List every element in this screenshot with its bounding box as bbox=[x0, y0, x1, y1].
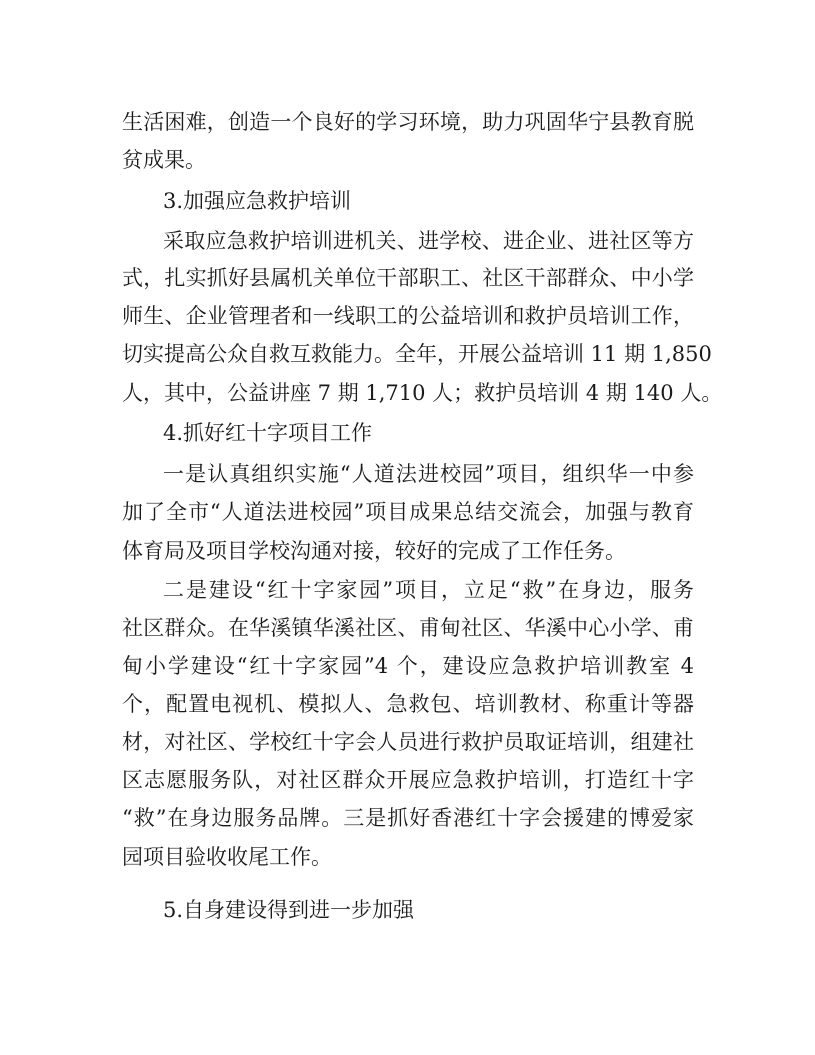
paragraph-line: 切实提高公众自救互救能力。全年，开展公益培训 11 期 1,850 bbox=[122, 342, 712, 366]
section-heading: 3.加强应急救护培训 bbox=[163, 189, 352, 213]
paragraph-line: 人，其中，公益讲座 7 期 1,710 人；救护员培训 4 期 140 人。 bbox=[122, 381, 723, 405]
paragraph-line: 二是建设“红十字家园”项目，立足“救”在身边，服务 bbox=[163, 578, 694, 602]
paragraph-line: 园项目验收收尾工作。 bbox=[122, 845, 332, 869]
section-heading: 5.自身建设得到进一步加强 bbox=[163, 898, 415, 922]
paragraph-line: 材，对社区、学校红十字会人员进行救护员取证培训，组建社 bbox=[122, 730, 694, 754]
paragraph-line: 一是认真组织实施“人道法进校园”项目，组织华一中参 bbox=[163, 462, 694, 486]
paragraph-line: “救”在身边服务品牌。三是抓好香港红十字会援建的博爱家 bbox=[122, 806, 694, 830]
paragraph-line: 体育局及项目学校沟通对接，较好的完成了工作任务。 bbox=[122, 539, 626, 563]
paragraph-line: 甸小学建设“红十字家园”4 个，建设应急救护培训教室 4 bbox=[122, 654, 694, 678]
paragraph-line: 式，扎实抓好县属机关单位干部职工、社区干部群众、中小学 bbox=[122, 266, 694, 290]
paragraph-line: 加了全市“人道法进校园”项目成果总结交流会，加强与教育 bbox=[122, 500, 694, 524]
paragraph-line: 贫成果。 bbox=[122, 148, 206, 172]
paragraph-line: 个，配置电视机、模拟人、急救包、培训教材、称重计等器 bbox=[122, 692, 694, 716]
paragraph-line: 师生、企业管理者和一线职工的公益培训和救护员培训工作， bbox=[122, 304, 694, 328]
paragraph-line: 区志愿服务队，对社区群众开展应急救护培训，打造红十字 bbox=[122, 768, 694, 792]
paragraph-line: 社区群众。在华溪镇华溪社区、甫甸社区、华溪中心小学、甫 bbox=[122, 616, 694, 640]
section-heading: 4.抓好红十字项目工作 bbox=[163, 421, 373, 445]
paragraph-line: 生活困难，创造一个良好的学习环境，助力巩固华宁县教育脱 bbox=[122, 110, 694, 134]
paragraph-line: 采取应急救护培训进机关、进学校、进企业、进社区等方 bbox=[163, 229, 694, 253]
